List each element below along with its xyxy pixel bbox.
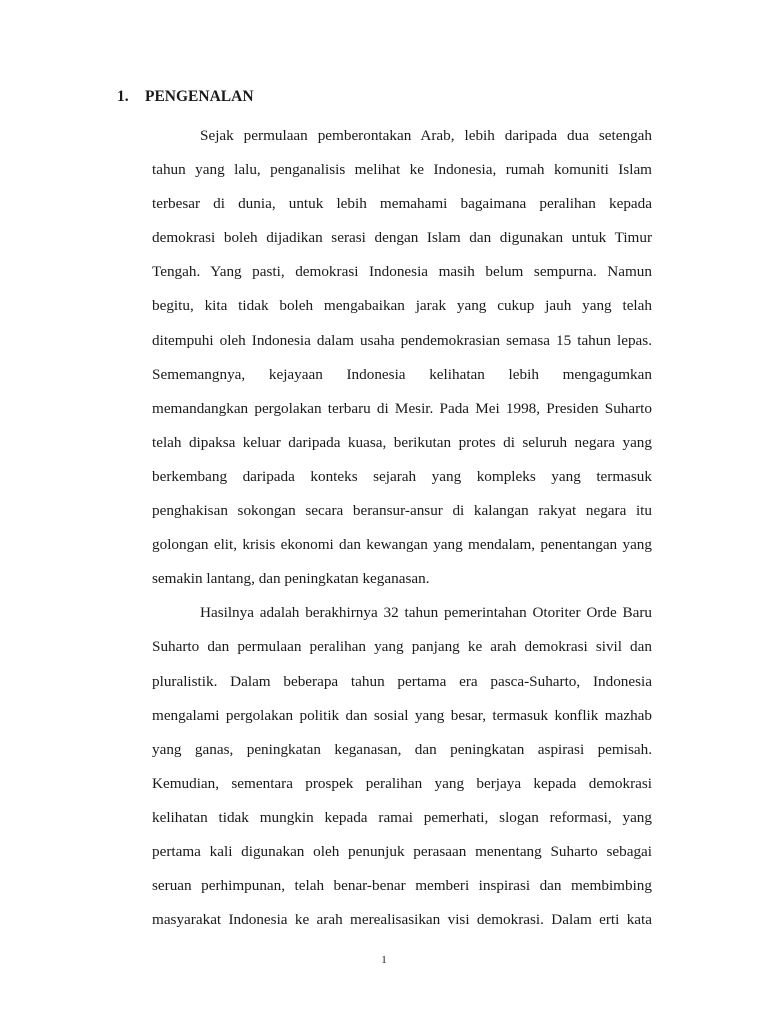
text-line: terbesar di dunia, untuk lebih memahami bagaimana peralihan kepada <box>152 195 652 213</box>
text-line: Kemudian, sementara prospek peralihan yang berjaya kepada demokrasi <box>152 774 652 792</box>
text-line: Suharto dan permulaan peralihan yang panjang ke arah demokrasi sivil dan <box>152 638 652 656</box>
text-line: begitu, kita tidak boleh mengabaikan jarak yang cukup jauh yang telah <box>152 297 652 315</box>
text-line: memandangkan pergolakan terbaru di Mesir. Pada Mei 1998, Presiden Suharto <box>152 399 652 417</box>
section-heading <box>117 88 254 106</box>
text-line: demokrasi boleh dijadikan serasi dengan Islam dan digunakan untuk Timur <box>152 229 652 247</box>
text-line: Sememangnya, kejayaan Indonesia kelihatan lebih mengagumkan <box>152 365 652 383</box>
text-line: Hasilnya adalah berakhirnya 32 tahun pemerintahan Otoriter Orde Baru <box>200 604 652 622</box>
text-line: mengalami pergolakan politik dan sosial yang besar, termasuk konflik mazhab <box>152 706 652 724</box>
text-line: tahun yang lalu, penganalisis melihat ke Indonesia, rumah komuniti Islam <box>152 161 652 179</box>
page-number: 1 <box>381 954 387 966</box>
section-title: PENGENALAN <box>145 88 254 105</box>
text-line: penghakisan sokongan secara beransur-ansur di kalangan rakyat negara itu <box>152 502 652 520</box>
text-line: seruan perhimpunan, telah benar-benar memberi inspirasi dan membimbing <box>152 877 652 895</box>
section-number: 1. <box>117 88 129 105</box>
text-line: yang ganas, peningkatan keganasan, dan peningkatan aspirasi pemisah. <box>152 740 652 758</box>
text-line: pluralistik. Dalam beberapa tahun pertama era pasca-Suharto, Indonesia <box>152 672 652 690</box>
text-line: golongan elit, krisis ekonomi dan kewangan yang mendalam, penentangan yang <box>152 536 652 554</box>
text-line: masyarakat Indonesia ke arah merealisasikan visi demokrasi. Dalam erti kata <box>152 911 652 929</box>
text-line: Sejak permulaan pemberontakan Arab, lebih daripada dua setengah <box>200 127 652 144</box>
text-line: berkembang daripada konteks sejarah yang kompleks yang termasuk <box>152 467 652 485</box>
text-line: kelihatan tidak mungkin kepada ramai pemerhati, slogan reformasi, yang <box>152 808 652 826</box>
text-line: semakin lantang, dan peningkatan keganasan. <box>152 570 430 588</box>
body-paragraphs <box>152 119 652 937</box>
text-line: Tengah. Yang pasti, demokrasi Indonesia masih belum sempurna. Namun <box>152 263 652 281</box>
text-line: pertama kali digunakan oleh penunjuk perasaan menentang Suharto sebagai <box>152 842 652 860</box>
text-line: ditempuhi oleh Indonesia dalam usaha pendemokrasian semasa 15 tahun lepas. <box>152 331 652 349</box>
text-line: telah dipaksa keluar daripada kuasa, berikutan protes di seluruh negara yang <box>152 433 652 451</box>
